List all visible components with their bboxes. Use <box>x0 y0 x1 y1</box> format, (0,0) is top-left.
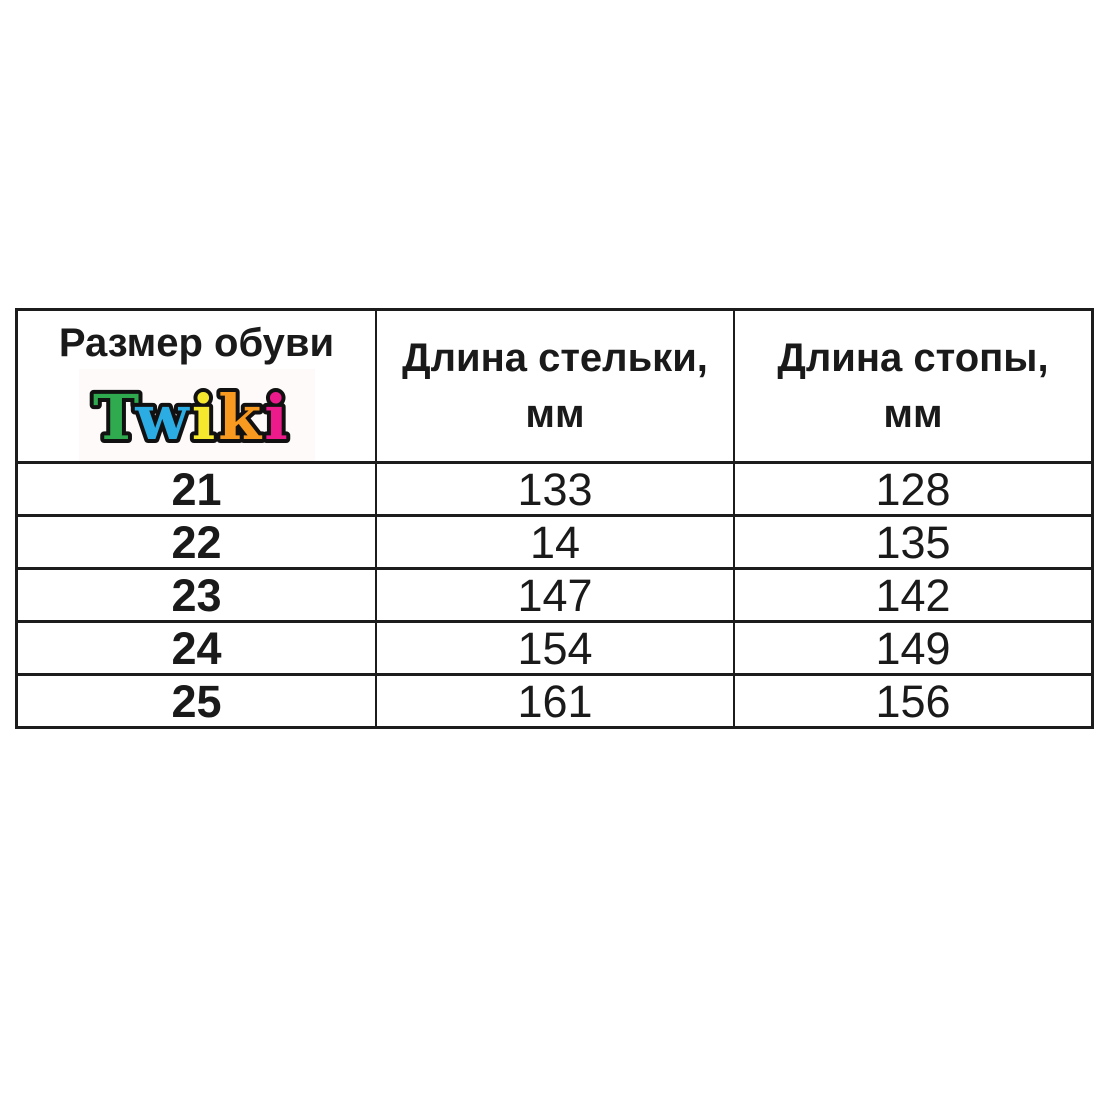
insole-length-label-line1: Длина стельки, <box>402 336 708 380</box>
size-cell: 22 <box>17 516 377 569</box>
shoe-size-table <box>15 308 1094 729</box>
twiki-logo-panel <box>79 369 315 461</box>
header-cell-shoe-size <box>17 310 377 463</box>
logo-letter-i1: i <box>191 381 218 454</box>
table-header-row <box>17 310 1093 463</box>
foot-cell: 156 <box>734 675 1093 728</box>
foot-cell: 149 <box>734 622 1093 675</box>
table-row <box>17 516 1093 569</box>
size-cell: 23 <box>17 569 377 622</box>
logo-letter-w: w <box>134 381 192 454</box>
size-cell: 25 <box>17 675 377 728</box>
twiki-logo-text <box>93 381 291 454</box>
foot-cell: 128 <box>734 463 1093 516</box>
foot-cell: 142 <box>734 569 1093 622</box>
table-row <box>17 463 1093 516</box>
header-cell-insole-length <box>376 310 734 463</box>
shoe-size-label: Размер обуви <box>58 321 335 365</box>
insole-cell: 133 <box>376 463 734 516</box>
size-cell: 21 <box>17 463 377 516</box>
header-cell-foot-length <box>734 310 1093 463</box>
logo-letter-i2: i <box>263 381 291 454</box>
logo-letter-k: k <box>217 381 264 454</box>
twiki-logo <box>79 369 315 461</box>
insole-length-label-line2: мм <box>525 392 585 436</box>
size-cell: 24 <box>17 622 377 675</box>
foot-length-label-line1: Длина стопы, <box>777 336 1049 380</box>
insole-cell: 154 <box>376 622 734 675</box>
foot-length-label-line2: мм <box>883 392 943 436</box>
logo-letter-t: T <box>92 381 135 454</box>
foot-cell: 135 <box>734 516 1093 569</box>
table-row <box>17 569 1093 622</box>
insole-cell: 14 <box>376 516 734 569</box>
table-row <box>17 622 1093 675</box>
insole-cell: 161 <box>376 675 734 728</box>
table-row <box>17 675 1093 728</box>
insole-cell: 147 <box>376 569 734 622</box>
